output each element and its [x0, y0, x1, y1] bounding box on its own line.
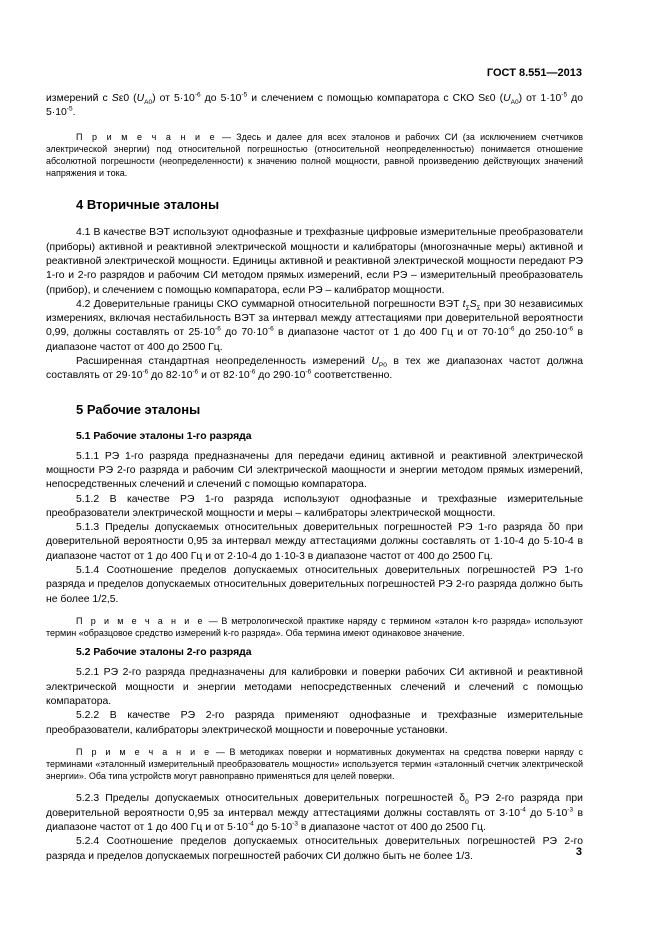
intro-paragraph: измерений с Sε0 $(U_{A0})$ от $5\cdot 10^{-6}$ до $5\cdot 10^{-5}$ и слечением с помощью компаратора с СКО Sε0 $(U_{A0})$ от $1\cdot 10^{-5}$ до $5\cdot 10^{-5}$.: [46, 91, 583, 119]
note-label: П р и м е ч а н и е: [76, 615, 205, 626]
standard-header: ГОСТ 8.551—2013: [486, 67, 582, 79]
subsection-5-2-title: 5.2 Рабочие эталоны 2-го разряда: [76, 647, 252, 659]
note-2: П р и м е ч а н и е — В метрологической практике наряду с термином «эталон k-го разряда» используют термин «образцовое средство измерений k-го разряда». Оба термина имеют одинаковое значение.: [46, 615, 583, 639]
paragraph-5-2-2: 5.2.2 В качестве РЭ 2-го разряда применяют однофазные и трехфазные измерительные преобразователи, калибраторы электрической мощности и поверочные установки.: [46, 710, 583, 736]
paragraph-4-3: Расширенная стандартная неопределенность измерений $U_{P0}$ в тех же диапазонах частот должна составлять от $29\cdot 10^{-6}$ до $82\cdot 10^{-6}$ и от $82\cdot 10^{-6}$ до $290\cdot 10^{-6}$ соответственно.: [46, 356, 583, 382]
note-3: П р и м е ч а н и е — В методиках поверки и нормативных документах на средства поверки наряду с терминами «эталонный измерительный преобразователь мощности» используется термин «эталонный счетчик электрической энергии». Оба типа устройств могут равноправно применяться для целей поверки.: [46, 746, 583, 782]
section-5-title: 5 Рабочие эталоны: [76, 401, 201, 417]
paragraph-5-1-4: 5.1.4 Соотношение пределов допускаемых относительных доверительных погрешностей РЭ 1-го разряда и пределов допускаемых относительных доверительных погрешностей РЭ 2-го разряда должно быть не более 1/2,5.: [46, 565, 583, 605]
note-1: П р и м е ч а н и е — Здесь и далее для всех эталонов и рабочих СИ (за исключением счетчиков электрической энергии) под относительной погрешностью (относительной неопределенностью) понимается отношение абсолютной погрешности (неопределенности) к значению полной мощности, равной произведению действующих значений напряжения и тока.: [46, 131, 583, 179]
page-number: 3: [575, 846, 582, 858]
section-4-title: 4 Вторичные эталоны: [76, 197, 220, 213]
paragraph-4-2: 4.2 Доверительные границы СКО суммарной относительной погрешности ВЭТ $t_\Sigma S_\Sigma$ при 30 независимых измерениях, включая нестабильность ВЭТ за интервал между аттестациями при доверительной вероятности 0,99, должны составлять от $25\cdot 10^{-6}$ до $70\cdot 10^{-6}$ в диапазоне частот от 1 до 400 Гц и от $70\cdot 10^{-6}$ до $250\cdot 10^{-6}$ в диапазоне частот от 400 до 2500 Гц.: [46, 298, 584, 353]
note-label: П р и м е ч а н и е: [76, 131, 217, 142]
page-content: [46, 92, 583, 864]
paragraph-5-1-1: 5.1.1 РЭ 1-го разряда предназначены для передачи единиц активной и реактивной электрической мощности РЭ 2-го разряда и рабочим СИ электрической маощности и энергии методом прямых измерений, непосредственных слечений и слечений с помощью компаратора.: [46, 450, 583, 491]
paragraph-5-1-2: 5.1.2 В качестве РЭ 1-го разряда используют однофазные и трехфазные измерительные преобразователи электрической мощности и меры – калибраторы электрической мощности.: [46, 493, 583, 519]
subsection-5-1-title: 5.1 Рабочие эталоны 1-го разряда: [76, 430, 252, 442]
paragraph-5-2-4: 5.2.4 Соотношение пределов допускаемых относительных доверительных погрешностей РЭ 2-го разряда и пределов допускаемых погрешностей рабочих СИ должно быть не более 1/3.: [46, 836, 583, 862]
paragraph-4-1: 4.1 В качестве ВЭТ используют однофазные и трехфазные цифровые измерительные преобразователи (приборы) активной и реактивной электрической мощности и калибраторы (многозначные меры) активной и реактивной электрической мощности. Единицы активной и реактивной электрической мощности передают РЭ 1-го и 2-го разрядов и рабочим СИ методом прямых измерений, если РЭ – измерительный преобразователь (прибор), и слечением с помощью компаратора, если РЭ – калибратор мощности.: [46, 227, 583, 296]
note-label: П р и м е ч а н и е: [76, 746, 212, 757]
paragraph-5-2-3: 5.2.3 Пределы допускаемых относительных доверительных погрешностей $\delta_0$ РЭ 2-го разряда при доверительной вероятности 0,95 за интервал между аттестациями должны составлять от $3\cdot 10^{-4}$ до $5\cdot 10^{-3}$ в диапазоне частот от 1 до 400 Гц и от $5\cdot 10^{-4}$ до $5\cdot 10^{-3}$ в диапазоне частот от 400 до 2500 Гц.: [46, 793, 583, 834]
paragraph-5-1-3: 5.1.3 Пределы допускаемых относительных доверительных погрешностей РЭ 1-го разряда δ0 при доверительной вероятности 0,95 за интервал между аттестациями должны составлять от 1·10-4 до 5·10-4 в диапазоне частот от 1 до 400 Гц и от 2·10-4 до 1·10-3 в диапазоне частот от 400 до 2500 Гц.: [46, 522, 583, 562]
paragraph-5-2-1: 5.2.1 РЭ 2-го разряда предназначены для калибровки и поверки рабочих СИ активной и реактивной электрической мощности и энергии методами непосредственных слечений и слечений с помощью компаратора.: [46, 667, 583, 707]
